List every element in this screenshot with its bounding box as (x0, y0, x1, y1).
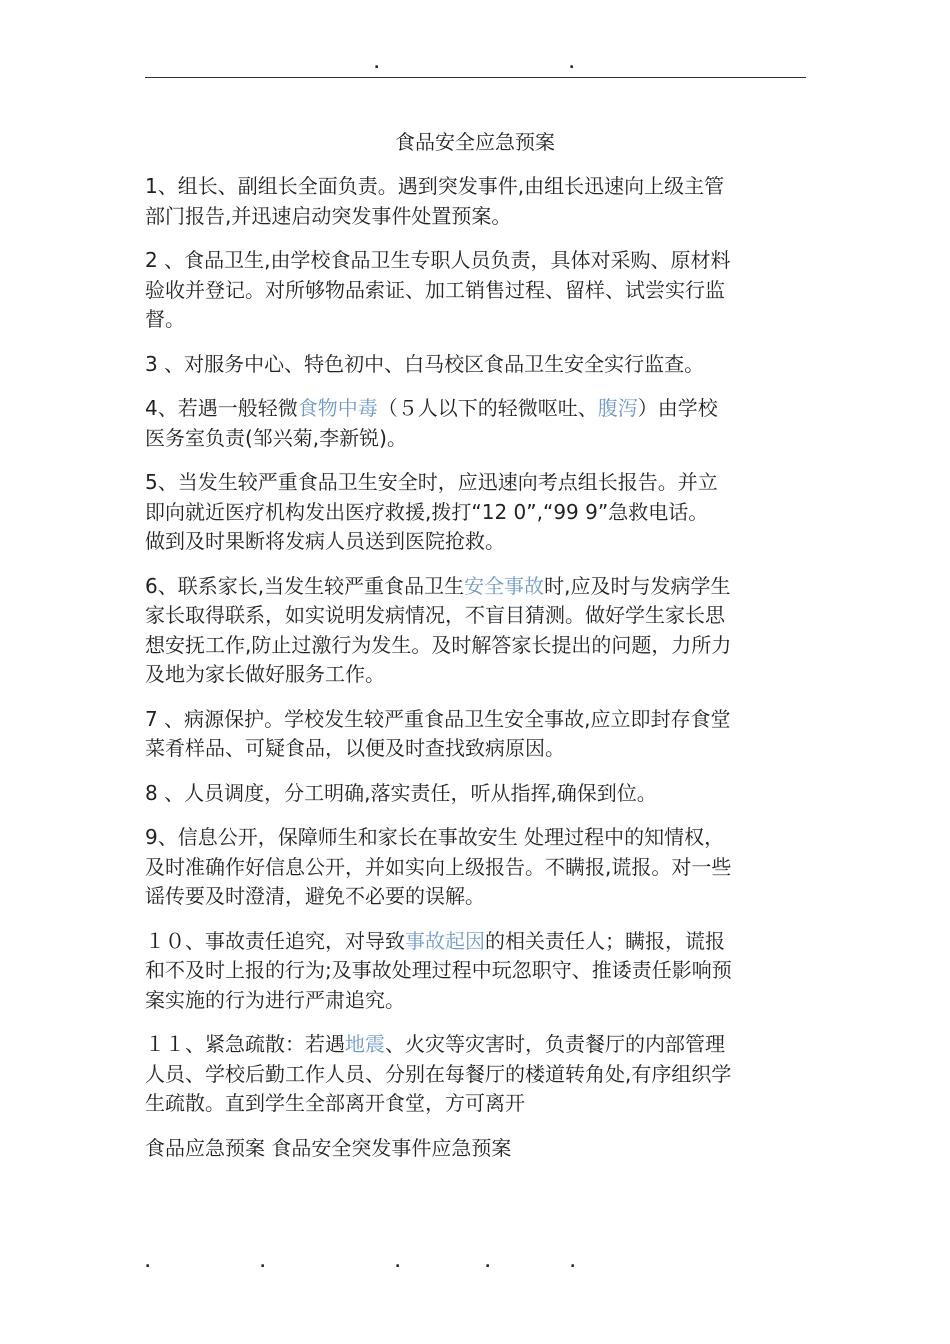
paragraph-11: １１、紧急疏散：若遇地震、火灾等灾害时，负责餐厅的内部管理 人员、学校后勤工作人员、分别在每餐厅的楼道转角处,有序组织学 生疏散。直到学生全部离开食堂，方可离开 (145, 1032, 732, 1115)
link-food-poisoning[interactable]: 食物中毒 (297, 396, 378, 420)
paragraph-10: １０、事故责任追究，对导致事故起因的相关责任人；瞒报，谎报 和不及时上报的行为;及事故处理过程中玩忽职守、推诿责任影响预 案实施的行为进行严肃追究。 (145, 928, 732, 1012)
paragraph-5: 5、当发生较严重食品卫生安全时，应迅速向考点组长报告。并立 即向就近医疗机构发出医疗救援,拨打“12 0”,“99 9”急救电话。 做到及时果断将发病人员送到医院抢救。 (145, 470, 718, 553)
paragraph-6: 6、联系家长,当发生较严重食品卫生安全事故时,应及时与发病学生 家长取得联系，如实说明发病情况，不盲目猜测。做好学生家长思 想安抚工作,防止过激行为发生。及时解答家长提出的问题，力所力 及地为家长做好服务工作。 (145, 573, 732, 686)
link-earthquake[interactable]: 地震 (345, 1032, 385, 1056)
link-safety-accident[interactable]: 安全事故 (464, 573, 545, 598)
footer-dot: . (145, 1255, 151, 1271)
paragraph-8: 8 、人员调度，分工明确,落实责任，听从指挥,确保到位。 (145, 780, 657, 805)
paragraph-2: 2 、食品卫生,由学校食品卫生专职人员负责，具体对采购、原材料 验收并登记。对所够物品索证、加工销售过程、留样、试尝实行监 督。 (145, 248, 731, 331)
header-dot: . (569, 56, 575, 72)
paragraph-3: 3 、对服务中心、特色初中、白马校区食品卫生安全实行监查。 (145, 351, 705, 376)
paragraph-1: 1、组长、副组长全面负责。遇到突发事件,由组长迅速向上级主管 部门报告,并迅速启动突发事件处置预案。 (145, 174, 725, 228)
page-header-rule (145, 55, 806, 78)
footer-dot: . (395, 1255, 401, 1271)
document-body (145, 172, 810, 1178)
paragraph-4: 4、若遇一般轻微食物中毒（５人以下的轻微呕吐、腹泻）由学校 医务室负责(邹兴菊,李新锐)。 (145, 396, 718, 450)
footer-dot: . (570, 1255, 576, 1271)
page-title: 食品安全应急预案 (395, 130, 555, 154)
footer-dot: . (485, 1255, 491, 1271)
paragraph-9: 9、信息公开，保障师生和家长在事故安生 处理过程中的知情权， 及时准确作好信息公开，并如实向上级报告。不瞒报,谎报。对一些 谣传要及时澄清，避免不必要的误解。 (145, 825, 732, 908)
link-diarrhea[interactable]: 腹泻 (597, 396, 638, 420)
link-accident-cause[interactable]: 事故起因 (405, 928, 485, 953)
paragraph-7: 7 、病源保护。学校发生较严重食品卫生安全事故,应立即封存食堂 菜肴样品、可疑食品，以便及时查找致病原因。 (145, 706, 731, 760)
header-dot: . (374, 56, 380, 72)
footer-keywords: 食品应急预案 食品安全突发事件应急预案 (145, 1135, 512, 1160)
footer-dot: . (260, 1255, 266, 1271)
